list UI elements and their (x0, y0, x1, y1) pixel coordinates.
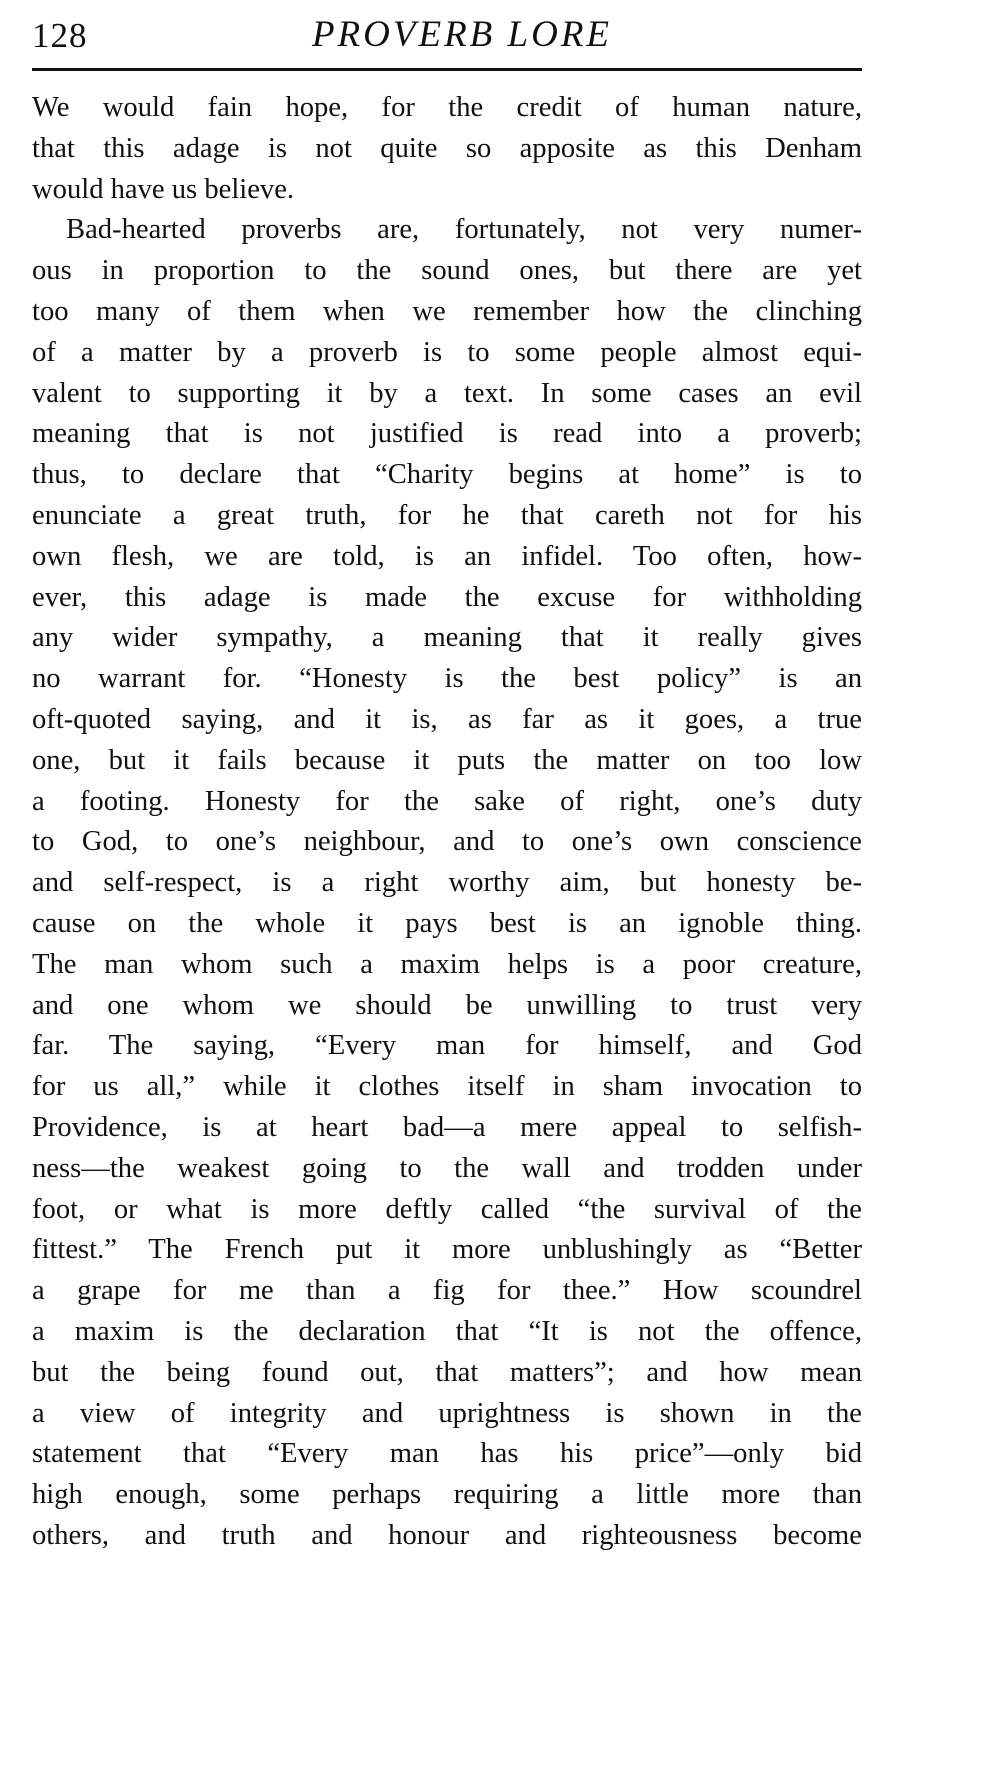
text-line: a maxim is the declaration that “It is not the offence, (32, 1315, 862, 1347)
text-line: foot, or what is more deftly called “the survival of the (32, 1193, 862, 1225)
text-line: statement that “Every man has his price”—only bid (32, 1438, 862, 1470)
text-line: would have us believe. (32, 173, 295, 205)
text-line: and one whom we should be unwilling to trust very (32, 989, 862, 1021)
text-line: no warrant for. “Honesty is the best policy” is an (32, 663, 862, 695)
book-page (32, 0, 862, 1551)
text-line: a view of integrity and uprightness is shown in the (32, 1397, 862, 1429)
text-line: any wider sympathy, a meaning that it really gives (32, 622, 862, 654)
text-line: valent to supporting it by a text. In some cases an evil (32, 377, 862, 409)
text-line: We would fain hope, for the credit of human nature, (32, 92, 862, 123)
text-line: but the being found out, that matters”; and how mean (32, 1356, 862, 1388)
text-line: a grape for me than a fig for thee.” How scoundrel (32, 1275, 862, 1307)
text-line: for us all,” while it clothes itself in sham invocation to (32, 1071, 862, 1103)
text-line: and self-respect, is a right worthy aim, but honesty be- (32, 867, 862, 899)
paragraph-first-line: Bad-hearted proverbs are, fortunately, not very numer- (66, 214, 862, 246)
text-line: meaning that is not justified is read into a proverb; (32, 418, 862, 450)
text-line: one, but it fails because it puts the matter on too low (32, 744, 862, 776)
text-line: The man whom such a maxim helps is a poor creature, (32, 948, 862, 980)
running-head (32, 0, 862, 70)
text-line: cause on the whole it pays best is an ignoble thing. (32, 907, 862, 939)
text-line: oft-quoted saying, and it is, as far as it goes, a true (32, 703, 862, 735)
running-title: PROVERB LORE (311, 14, 613, 55)
text-line: to God, to one’s neighbour, and to one’s own conscience (32, 826, 862, 858)
page-number: 128 (32, 16, 88, 55)
text-line: high enough, some perhaps requiring a little more than (32, 1479, 862, 1511)
text-line: thus, to declare that “Charity begins at home” is to (32, 459, 862, 491)
text-line: ever, this adage is made the excuse for withholding (32, 581, 862, 613)
text-line: far. The saying, “Every man for himself, and God (32, 1030, 862, 1062)
text-line: that this adage is not quite so apposite as this Denham (32, 132, 862, 164)
header-rule (32, 68, 862, 71)
text-line: of a matter by a proverb is to some people almost equi- (32, 336, 862, 368)
text-line: a footing. Honesty for the sake of right, one’s duty (32, 785, 862, 817)
text-line: enunciate a great truth, for he that careth not for his (32, 499, 862, 531)
text-line: others, and truth and honour and righteousness become (32, 1519, 862, 1551)
text-line: fittest.” The French put it more unblushingly as “Better (32, 1234, 862, 1266)
text-line: own flesh, we are told, is an infidel. Too often, how- (32, 540, 862, 572)
text-line: too many of them when we remember how the clinching (32, 295, 862, 327)
text-line: ness—the weakest going to the wall and trodden under (32, 1152, 862, 1184)
text-line: ous in proportion to the sound ones, but there are yet (32, 255, 862, 287)
body-text (32, 88, 862, 1557)
text-line: Providence, is at heart bad—a mere appeal to selfish- (32, 1111, 862, 1143)
